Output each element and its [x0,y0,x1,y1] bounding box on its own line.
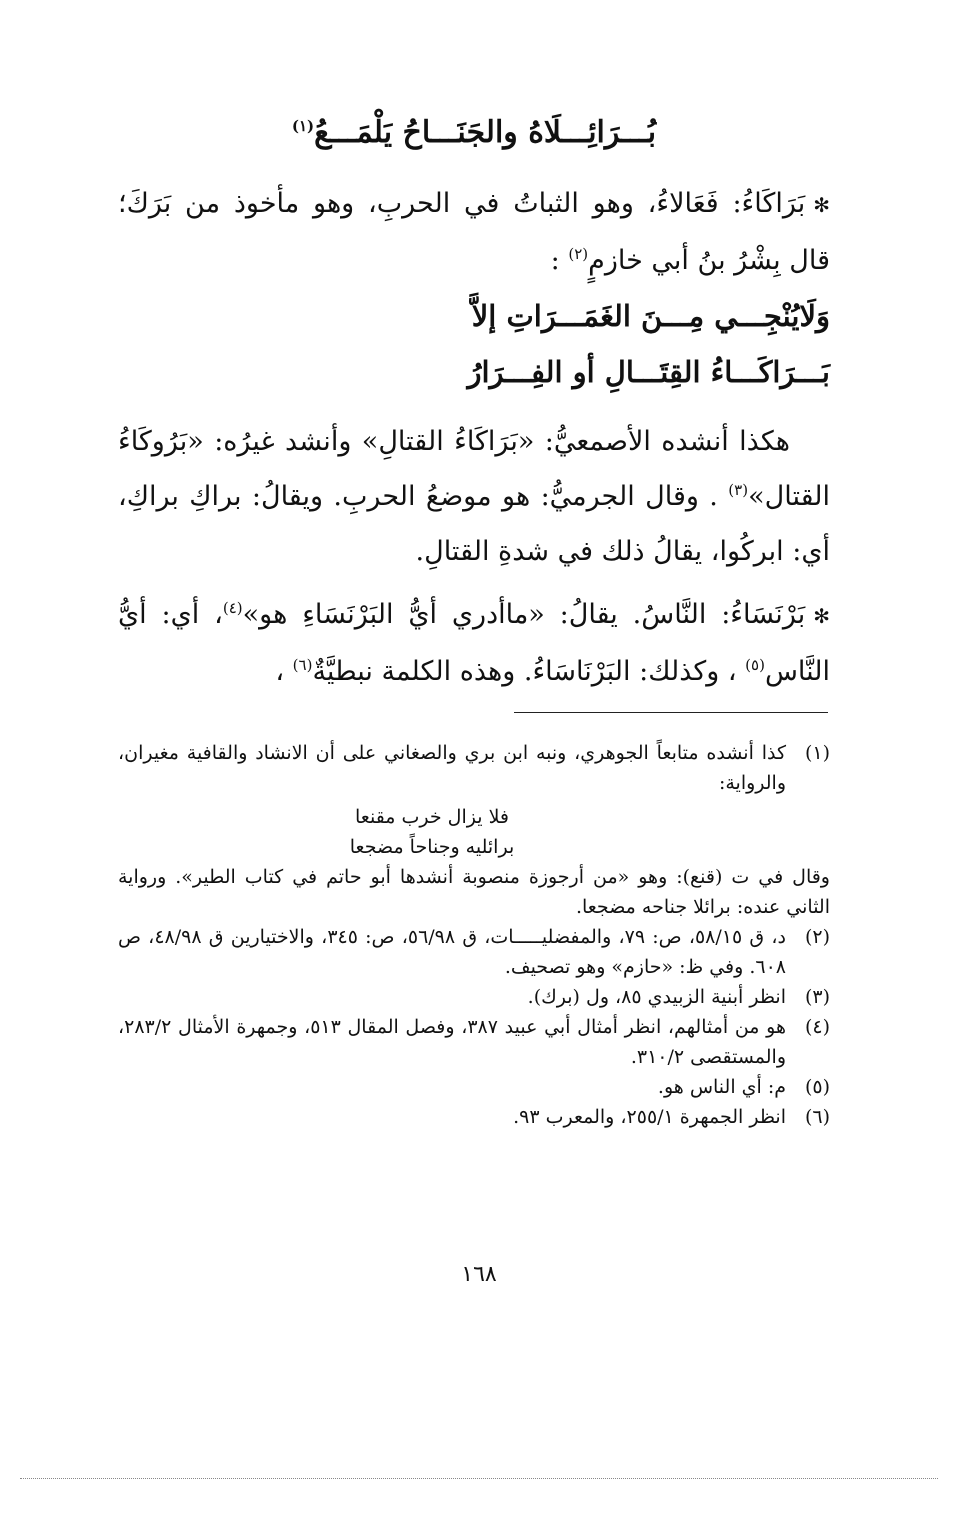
footnote-number: (٥) [804,1076,830,1098]
page-number: ١٦٨ [461,1262,497,1287]
paragraph-barakaa-text: بَرَاكَاءُ: فَعَالاءُ، وهو الثباتُ في الحربِ، وهو مأخوذ من بَرَكَ؛ قال بِشْرُ بنُ أبي خازمٍ [118,188,830,276]
verse-line-1: وَلَايُنْجِـــي مِـــنَ الغَمَـــرَاتِ إلاَّ [471,299,830,333]
footnote-number: (٢) [804,926,830,948]
footnote-ref-2: (٢) [568,245,589,263]
paragraph-barnasaa-text-b: ، أي: أيُّ النَّاس [118,599,830,687]
paragraph-asmai-text-a: هكذا أنشده الأصمعيُّ: «بَرَاكَاءُ القتالِ» وأنشد غيرُه: «بَرُوكَاءُ القتال» [118,426,830,512]
footnote-text: كذا أنشده متابعاً الجوهري، ونبه ابن بري والصغاني على أن الانشاد والقافية مغيران، والرواية: [118,742,786,794]
paragraph-barakaa [118,176,830,288]
paragraph-barakaa-colon: : [550,245,560,276]
footnote-text: انظر أبنية الزبيدي ٨٥، ول (برك). [527,986,786,1008]
footnote-number: (٣) [804,986,830,1008]
footnote-3 [118,982,830,1012]
footnote-poem-line-1: فلا يزال خرب مقنعا [355,806,509,828]
footnote-2 [118,922,830,982]
footnote-ref-1: (١) [291,117,315,135]
paragraph-barnasaa [118,587,830,699]
paragraph-barnasaa-text-d: ، [275,656,285,687]
footnote-text: انظر الجمهرة ٢٥٥/١، والمعرب ٩٣. [513,1106,786,1128]
footnote-5 [118,1072,830,1102]
footnote-divider [514,712,828,713]
footnote-number: (٤) [804,1016,830,1038]
footnote-1 [118,738,830,862]
paragraph-asmai-text-b: . وقال الجرميُّ: هو موضعُ الحربِ. ويقالُ: براكِ براكِ، أي: ابركُوا، يقالُ ذلك في شدةِ القتالِ. [118,481,830,567]
footnote-1-continuation: وقال في ت (قنع): وهو «من أرجوزة منصوبة أنشدها أبو حاتم في كتاب الطير». ورواية الثاني عنده: برائلا جناحه مضجعا. [118,866,830,918]
footnote-number: (٦) [804,1106,830,1128]
verse-line-2: بَـــرَاكَـــاءُ القِتَـــالِ أو الفِـــرَارُ [467,355,830,389]
footnote-ref-3: (٣) [728,481,749,499]
main-text [118,108,830,699]
paragraph-barnasaa-text-c: ، وكذلك: البَرْنَاسَاءُ. وهذه الكلمة نبطيَّةٌ [312,656,737,687]
paragraph-barnasaa-text-a: بَرْنَسَاءُ: النَّاسُ. يقالُ: «ماأدري أيُّ البَرْنَسَاءِ هو» [242,599,806,630]
footnote-4 [118,1012,830,1072]
entry-star-icon: ✻ [813,604,830,628]
top-verse-text: بُـــرَائِـــلَاهُ والجَنَـــاحُ يَلْمَـــعُ [314,115,657,150]
footnote-text: م: أي الناس هو. [657,1076,786,1098]
footnotes [118,738,830,1132]
footnote-ref-6: (٦) [292,656,313,674]
footnote-text: هو من أمثالهم، انظر أمثال أبي عبيد ٣٨٧، وفصل المقال ٥١٣، وجمهرة الأمثال ٢٨٣/٢، والمستقصى ٣١٠/٢. [118,1016,786,1068]
footnote-text: د، ق ٥٨/١٥، ص: ٧٩، والمفضليـــــات، ق ٥٦/٩٨، ص: ٣٤٥، والاختيارين ق ٤٨/٩٨، ص ٦٠٨. وفي ظ: «حازم» وهو تصحيف. [118,926,786,978]
footnote-ref-4: (٤) [222,599,243,617]
footnote-ref-5: (٥) [745,656,765,674]
top-verse [118,108,830,158]
footnote-6 [118,1102,830,1132]
footnote-poem-line-2: برائليه وجناحاً مضجعا [349,836,515,858]
footnote-number: (١) [804,742,830,764]
paragraph-asmai [118,414,830,579]
entry-star-icon: ✻ [813,193,830,217]
scan-edge-dots [20,1478,938,1479]
